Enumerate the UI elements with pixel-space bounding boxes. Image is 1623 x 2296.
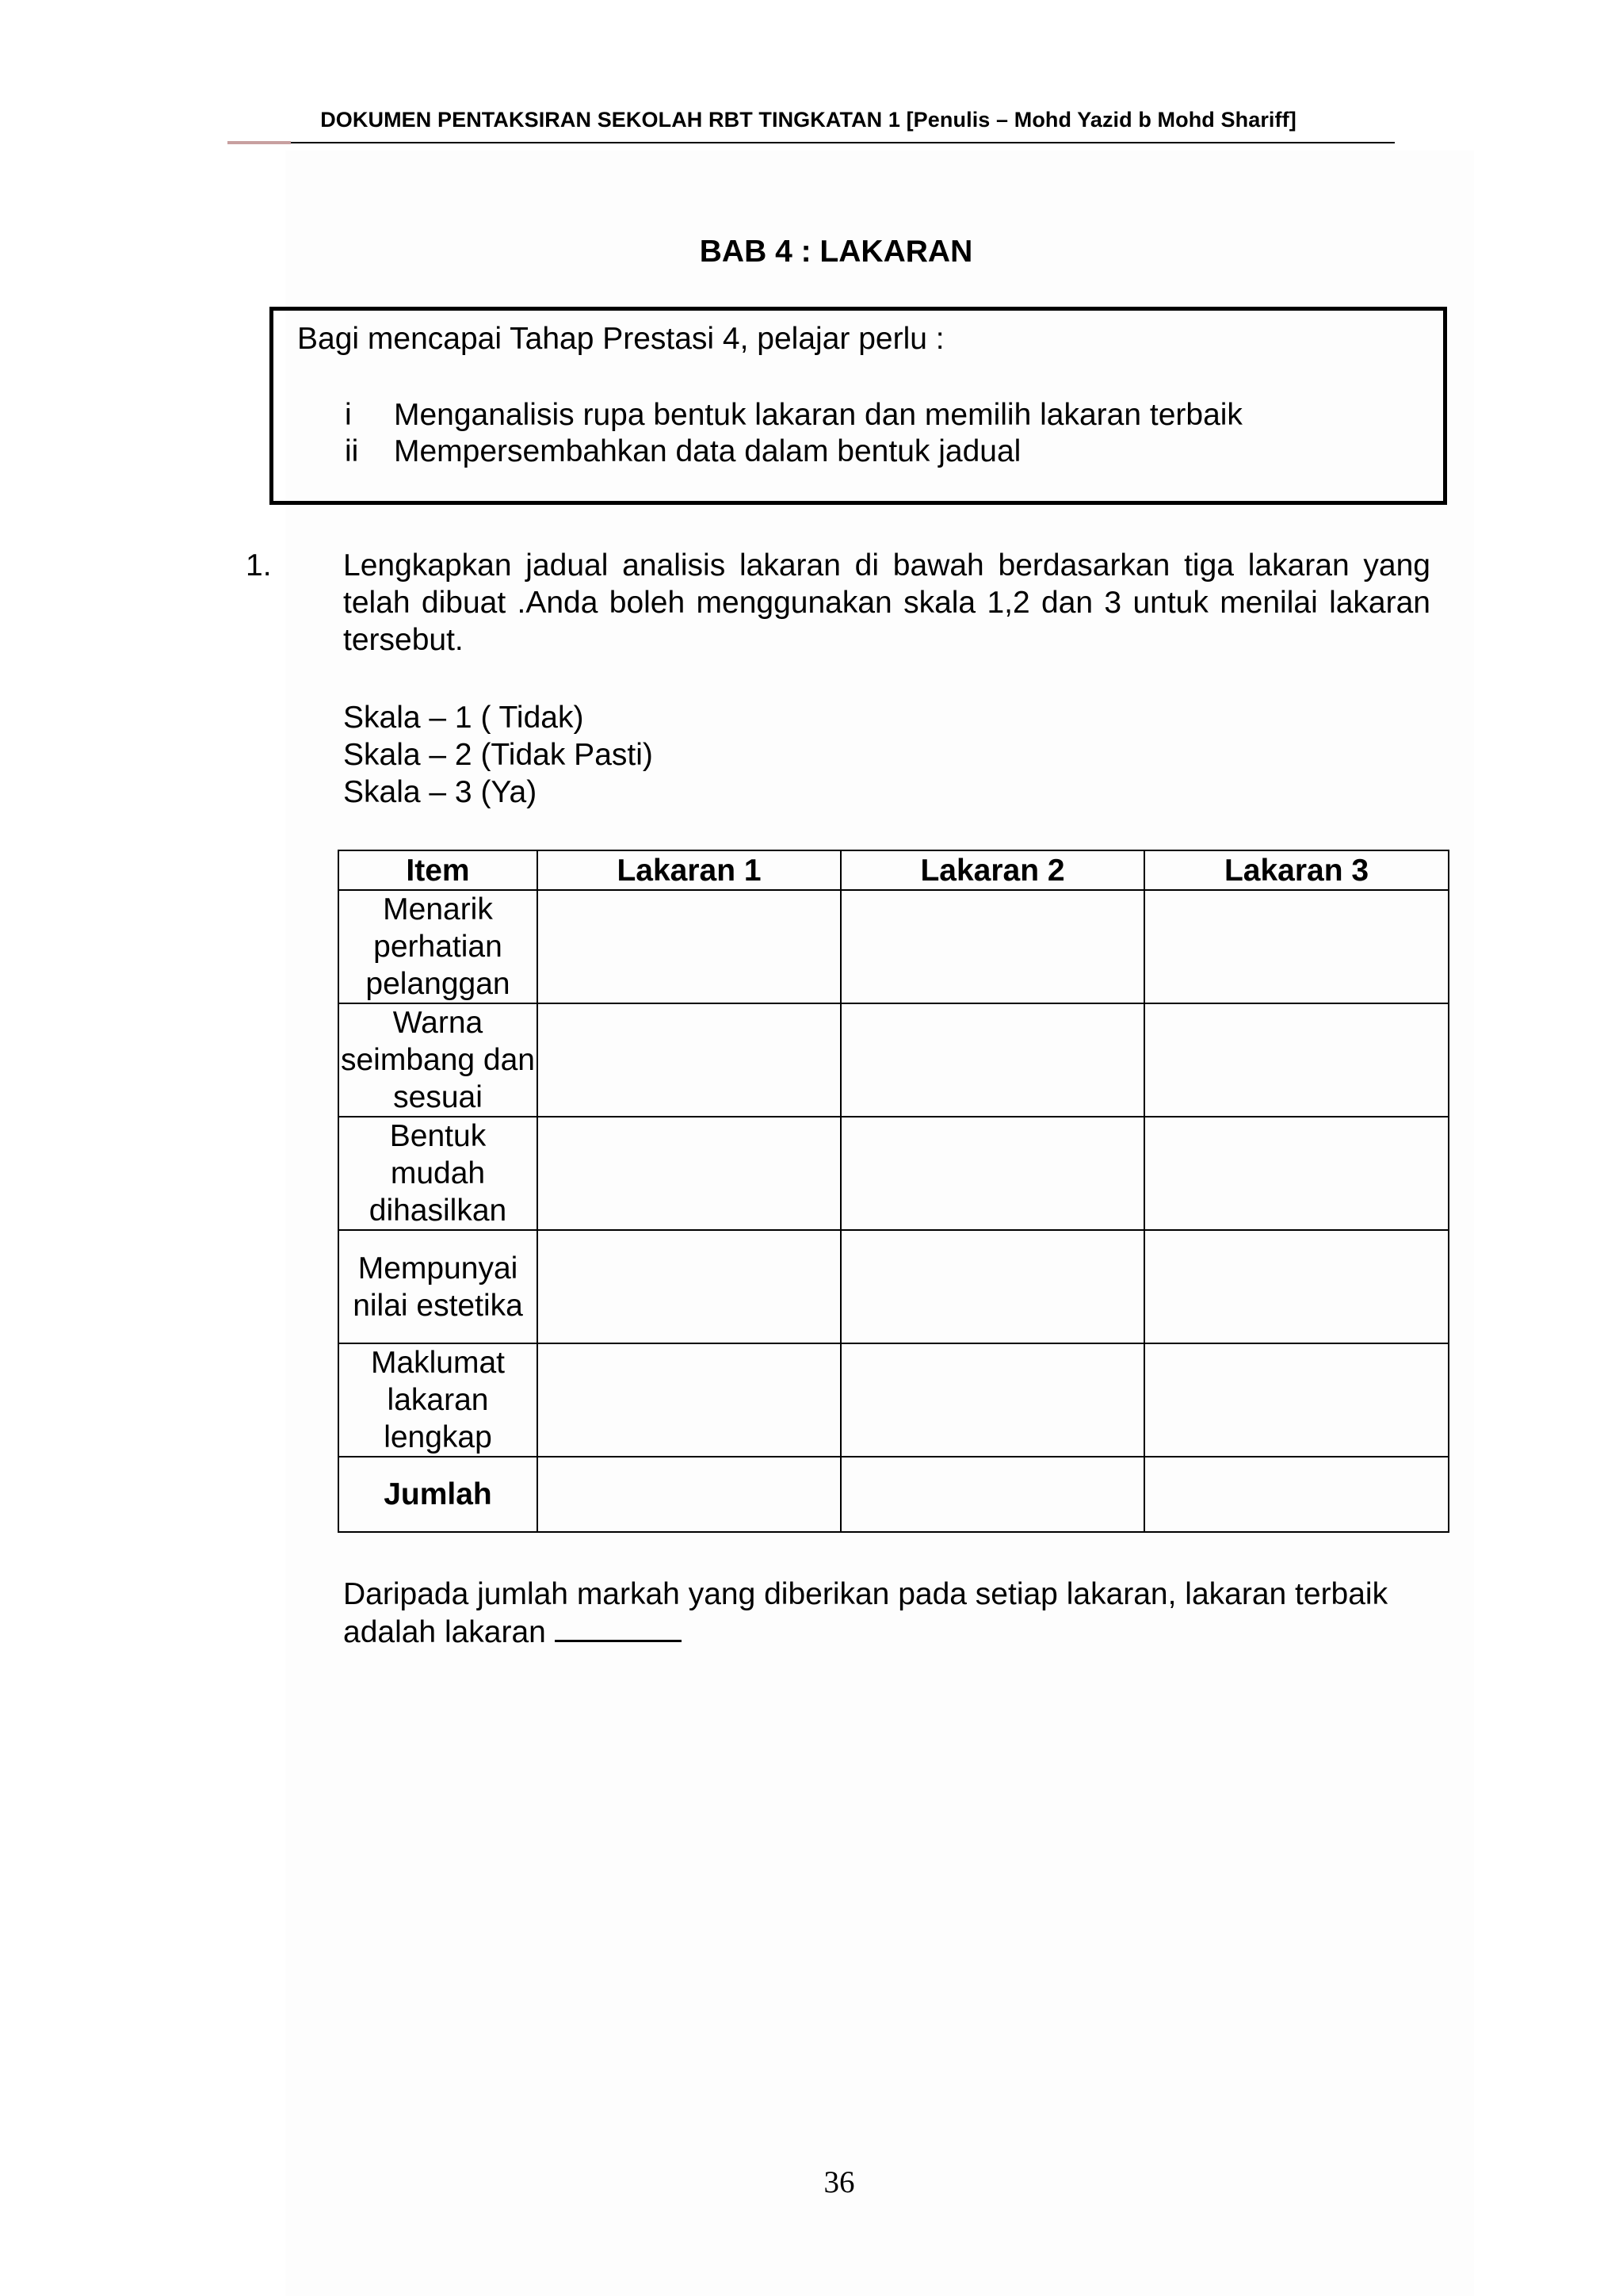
objective-text: Mempersembahkan data dalam bentuk jadual bbox=[394, 434, 1022, 468]
score-cell[interactable] bbox=[1144, 1117, 1449, 1230]
row-item-label: Mempunyai nilai estetika bbox=[338, 1230, 537, 1343]
total-cell[interactable] bbox=[537, 1457, 841, 1532]
score-cell[interactable] bbox=[537, 1117, 841, 1230]
total-label: Jumlah bbox=[338, 1457, 537, 1532]
column-header-lakaran-1: Lakaran 1 bbox=[537, 850, 841, 890]
page-header: DOKUMEN PENTAKSIRAN SEKOLAH RBT TINGKATAN 1 [Penulis – Mohd Yazid b Mohd Shariff] bbox=[320, 108, 1296, 132]
page-number: 36 bbox=[823, 2165, 855, 2199]
score-cell[interactable] bbox=[537, 890, 841, 1003]
table-total-row bbox=[338, 1457, 1449, 1532]
score-cell[interactable] bbox=[537, 1343, 841, 1457]
objective-number: i bbox=[345, 398, 352, 432]
score-cell[interactable] bbox=[841, 1003, 1144, 1117]
score-cell[interactable] bbox=[841, 1343, 1144, 1457]
objective-text: Menganalisis rupa bentuk lakaran dan memilih lakaran terbaik bbox=[394, 398, 1243, 432]
score-cell[interactable] bbox=[537, 1003, 841, 1117]
table-row bbox=[338, 1117, 1449, 1230]
score-cell[interactable] bbox=[1144, 1003, 1449, 1117]
row-item-label: Warna seimbang dan sesuai bbox=[338, 1003, 537, 1117]
column-header-item: Item bbox=[338, 850, 537, 890]
question-text: Lengkapkan jadual analisis lakaran di bawah berdasarkan tiga lakaran yang telah dibuat .Anda boleh menggunakan skala 1,2 dan 3 untuk menilai lakaran tersebut. bbox=[343, 548, 1430, 657]
table-row bbox=[338, 1343, 1449, 1457]
objectives-box bbox=[269, 307, 1447, 505]
conclusion-paragraph bbox=[343, 1576, 1453, 1651]
objective-item bbox=[345, 398, 1243, 433]
score-cell[interactable] bbox=[841, 1117, 1144, 1230]
header-rule bbox=[227, 142, 1395, 143]
score-cell[interactable] bbox=[1144, 1343, 1449, 1457]
row-item-label: Maklumat lakaran lengkap bbox=[338, 1343, 537, 1457]
score-cell[interactable] bbox=[1144, 890, 1449, 1003]
column-header-lakaran-3: Lakaran 3 bbox=[1144, 850, 1449, 890]
answer-blank[interactable] bbox=[555, 1613, 682, 1642]
row-item-label: Menarik perhatian pelanggan bbox=[338, 890, 537, 1003]
question-number: 1. bbox=[246, 548, 272, 583]
total-cell[interactable] bbox=[1144, 1457, 1449, 1532]
sketch-analysis-table bbox=[338, 850, 1449, 1533]
table-row bbox=[338, 1230, 1449, 1343]
row-item-label: Bentuk mudah dihasilkan bbox=[338, 1117, 537, 1230]
score-cell[interactable] bbox=[841, 890, 1144, 1003]
header-rule-accent bbox=[227, 141, 291, 144]
score-cell[interactable] bbox=[537, 1230, 841, 1343]
table-header-row bbox=[338, 850, 1449, 890]
scale-line: Skala – 1 ( Tidak) bbox=[343, 701, 584, 735]
objective-item bbox=[345, 434, 1021, 469]
score-cell[interactable] bbox=[1144, 1230, 1449, 1343]
score-cell[interactable] bbox=[841, 1230, 1144, 1343]
conclusion-text: Daripada jumlah markah yang diberikan pada setiap lakaran, lakaran terbaik adalah lakaran bbox=[343, 1577, 1388, 1649]
chapter-title: BAB 4 : LAKARAN bbox=[699, 235, 973, 269]
scale-line: Skala – 2 (Tidak Pasti) bbox=[343, 738, 653, 772]
objective-number: ii bbox=[345, 434, 359, 468]
column-header-lakaran-2: Lakaran 2 bbox=[841, 850, 1144, 890]
scale-line: Skala – 3 (Ya) bbox=[343, 775, 537, 809]
table-row bbox=[338, 1003, 1449, 1117]
objectives-intro: Bagi mencapai Tahap Prestasi 4, pelajar perlu : bbox=[297, 322, 945, 356]
total-cell[interactable] bbox=[841, 1457, 1144, 1532]
table-row bbox=[338, 890, 1449, 1003]
